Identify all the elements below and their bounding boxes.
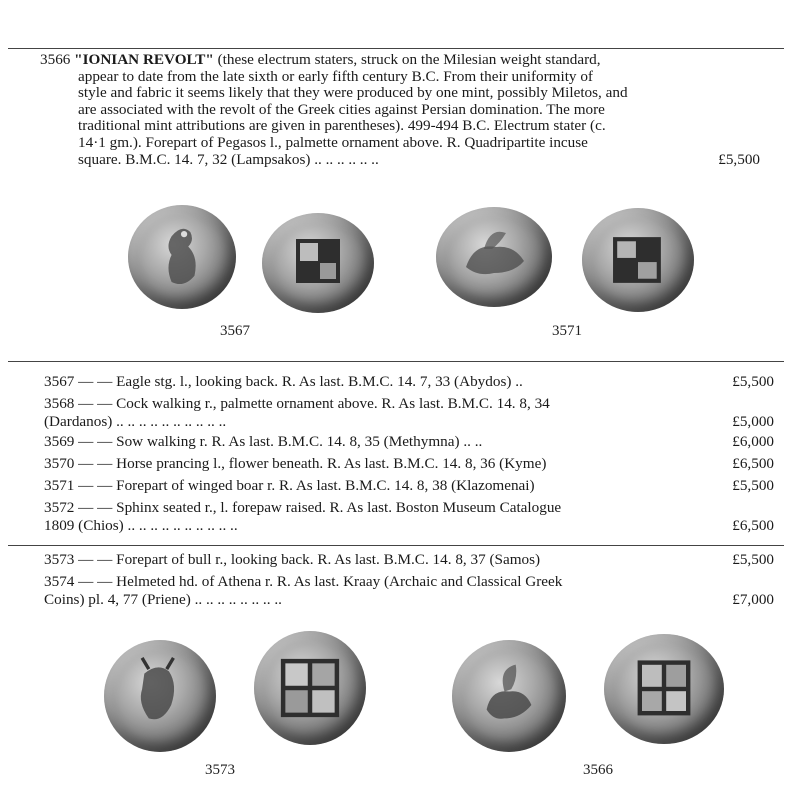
coin-3571-reverse [582, 208, 694, 312]
entry-row [44, 433, 774, 455]
coin-3567-obverse [128, 205, 236, 309]
entry-description-cont: Coins) pl. 4, 77 (Priene) .. .. .. .. .. .. .. .. [44, 591, 282, 608]
entry-price: £6,500 [732, 517, 774, 534]
coin-3566-reverse [604, 634, 724, 744]
entry-text-line: style and fabric it seems likely that they were produced by one mint, possibly Miletos, and [78, 84, 628, 102]
entry-description: — — Forepart of winged boar r. R. As last. B.M.C. 14. 8, 38 (Klazomenai) [78, 477, 535, 494]
entry-number: 3567 [44, 373, 75, 390]
entry-row [44, 477, 774, 499]
entry-text-line: traditional mint attributions are given in parentheses). 499-494 B.C. Electrum stater (c. [78, 117, 606, 135]
entry-list [44, 373, 774, 537]
entry-description: — — Horse prancing l., flower beneath. R. As last. B.M.C. 14. 8, 36 (Kyme) [78, 455, 547, 472]
coin-3571-obverse [436, 207, 552, 307]
entry-text-line-last [40, 152, 760, 169]
pegasos-icon [452, 640, 566, 752]
entry-row [44, 395, 774, 433]
entry-number: 3574 [44, 573, 75, 590]
entry-price: £5,500 [732, 551, 774, 568]
entry-price: £7,000 [732, 591, 774, 608]
coin-3573-reverse [254, 631, 366, 745]
entry-description: — — Forepart of bull r., looking back. R. As last. B.M.C. 14. 8, 37 (Samos) [78, 551, 541, 568]
entry-row [44, 573, 774, 611]
plate-caption: 3573 [205, 762, 235, 778]
entry-text-line: are associated with the revolt of the Greek cities against Persian domination. The more [78, 100, 605, 118]
entry-number: 3569 [44, 433, 75, 450]
bull-icon [104, 640, 216, 752]
entry-text-line: square. B.M.C. 14. 7, 32 (Lampsakos) .. .. .. .. .. .. [78, 150, 379, 168]
divider-rule [8, 361, 784, 362]
entry-row [44, 499, 774, 537]
entry-price: £6,000 [732, 433, 774, 450]
top-rule [8, 48, 784, 49]
incuse-square-icon [604, 634, 724, 744]
entry-number: 3570 [44, 455, 75, 472]
entry-description: — — Helmeted hd. of Athena r. R. As last. Kraay (Archaic and Classical Greek [78, 573, 563, 590]
entry-number: 3573 [44, 551, 75, 568]
winged-boar-icon [436, 207, 552, 307]
incuse-square-icon [262, 213, 374, 313]
incuse-square-icon [582, 208, 694, 312]
coin-3567-reverse [262, 213, 374, 313]
entry-description: — — Sow walking r. R. As last. B.M.C. 14. 8, 35 (Methymna) .. .. [78, 433, 483, 450]
entry-description: — — Sphinx seated r., l. forepaw raised. R. As last. Boston Museum Catalogue [78, 499, 562, 516]
entry-list-2 [44, 551, 774, 611]
divider-rule [8, 545, 784, 546]
entry-description: — — Eagle stg. l., looking back. R. As last. B.M.C. 14. 7, 33 (Abydos) .. [78, 373, 523, 390]
entry-text-line: appear to date from the late sixth or early fifth century B.C. From their uniformity of [78, 67, 593, 85]
incuse-square-icon [254, 631, 366, 745]
entry-description-cont: (Dardanos) .. .. .. .. .. .. .. .. .. .. [44, 413, 227, 430]
plate-caption: 3566 [583, 762, 613, 778]
entry-price: £5,500 [732, 477, 774, 494]
eagle-icon [128, 205, 236, 309]
plate-caption: 3571 [552, 323, 582, 339]
entry-number: 3566 [40, 51, 71, 68]
entry-price: £5,000 [732, 413, 774, 430]
entry-text-line: 14·1 gm.). Forepart of Pegasos l., palmette ornament above. R. Quadripartite incuse [78, 133, 588, 151]
entry-price: £5,500 [718, 150, 760, 168]
entry-3566-line-1 [40, 52, 760, 69]
entry-number: 3568 [44, 395, 75, 412]
entry-text-line: (these electrum staters, struck on the Milesian weight standard, [217, 51, 601, 68]
entry-3566 [40, 52, 760, 168]
entry-price: £5,500 [732, 373, 774, 390]
coin-3566-obverse [452, 640, 566, 752]
entry-description-cont: 1809 (Chios) .. .. .. .. .. .. .. .. .. .. [44, 517, 238, 534]
entry-number: 3572 [44, 499, 75, 516]
entry-row [44, 373, 774, 395]
entry-row [44, 455, 774, 477]
entry-number: 3571 [44, 477, 75, 494]
coin-3573-obverse [104, 640, 216, 752]
entry-description: — — Cock walking r., palmette ornament above. R. As last. B.M.C. 14. 8, 34 [78, 395, 550, 412]
entry-row [44, 551, 774, 573]
plate-caption: 3567 [220, 323, 250, 339]
entry-title: "IONIAN REVOLT" [74, 51, 214, 68]
entry-price: £6,500 [732, 455, 774, 472]
